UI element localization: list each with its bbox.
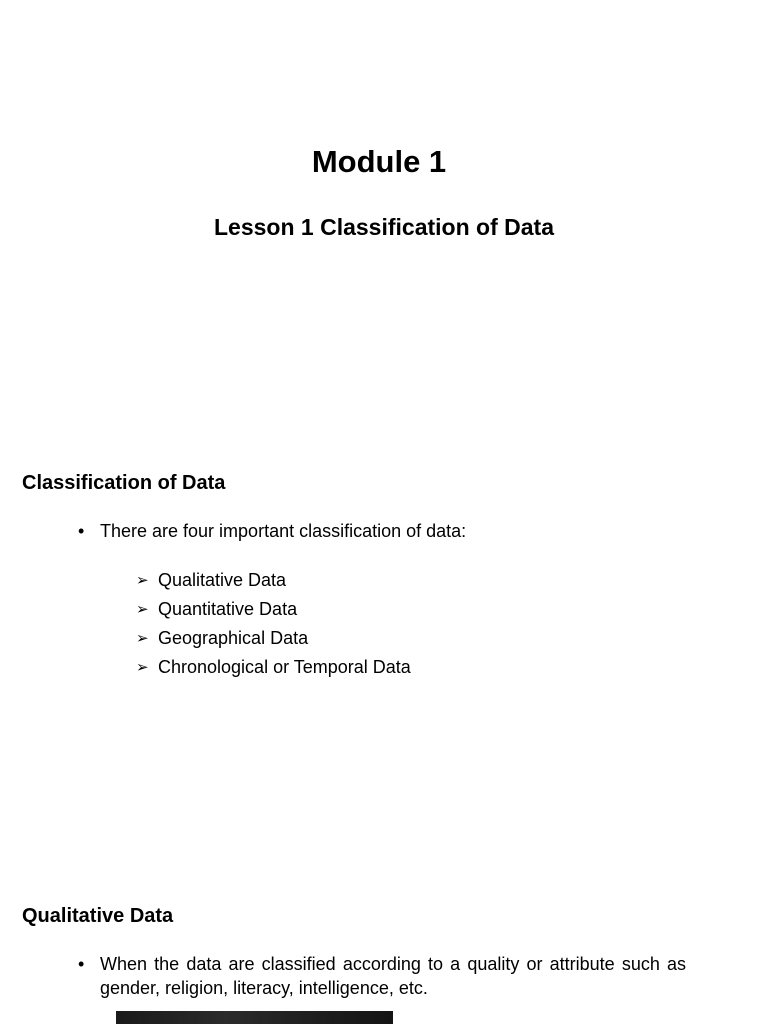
arrow-bullet-icon: ➢ xyxy=(136,601,149,618)
arrow-bullet-icon: ➢ xyxy=(136,659,149,676)
list-item xyxy=(136,653,411,682)
slide-image xyxy=(116,1011,393,1024)
list-item-label: Quantitative Data xyxy=(158,599,298,619)
list-item-label: Chronological or Temporal Data xyxy=(158,657,411,677)
lesson-title: Lesson 1 Classification of Data xyxy=(214,214,554,240)
list-item xyxy=(136,595,411,624)
classification-bullet xyxy=(78,519,678,543)
qualitative-heading: Qualitative Data xyxy=(22,905,174,927)
bullet-icon: • xyxy=(78,521,85,541)
bullet-icon: • xyxy=(78,954,85,974)
list-item-label: Qualitative Data xyxy=(158,570,287,590)
classification-heading: Classification of Data xyxy=(22,472,226,494)
list-item-label: Geographical Data xyxy=(158,628,309,648)
classification-bullet-text: There are four important classification of data: xyxy=(100,521,467,541)
qualitative-bullet xyxy=(78,952,686,1000)
list-item xyxy=(136,566,411,595)
qualitative-bullet-text: When the data are classified according to a quality or attribute such as gender, religion, literacy, intelligence, etc. xyxy=(100,954,686,998)
arrow-bullet-icon: ➢ xyxy=(136,572,149,589)
list-item xyxy=(136,624,411,653)
module-title: Module 1 xyxy=(311,144,447,179)
classification-list xyxy=(136,566,411,682)
arrow-bullet-icon: ➢ xyxy=(136,630,149,647)
